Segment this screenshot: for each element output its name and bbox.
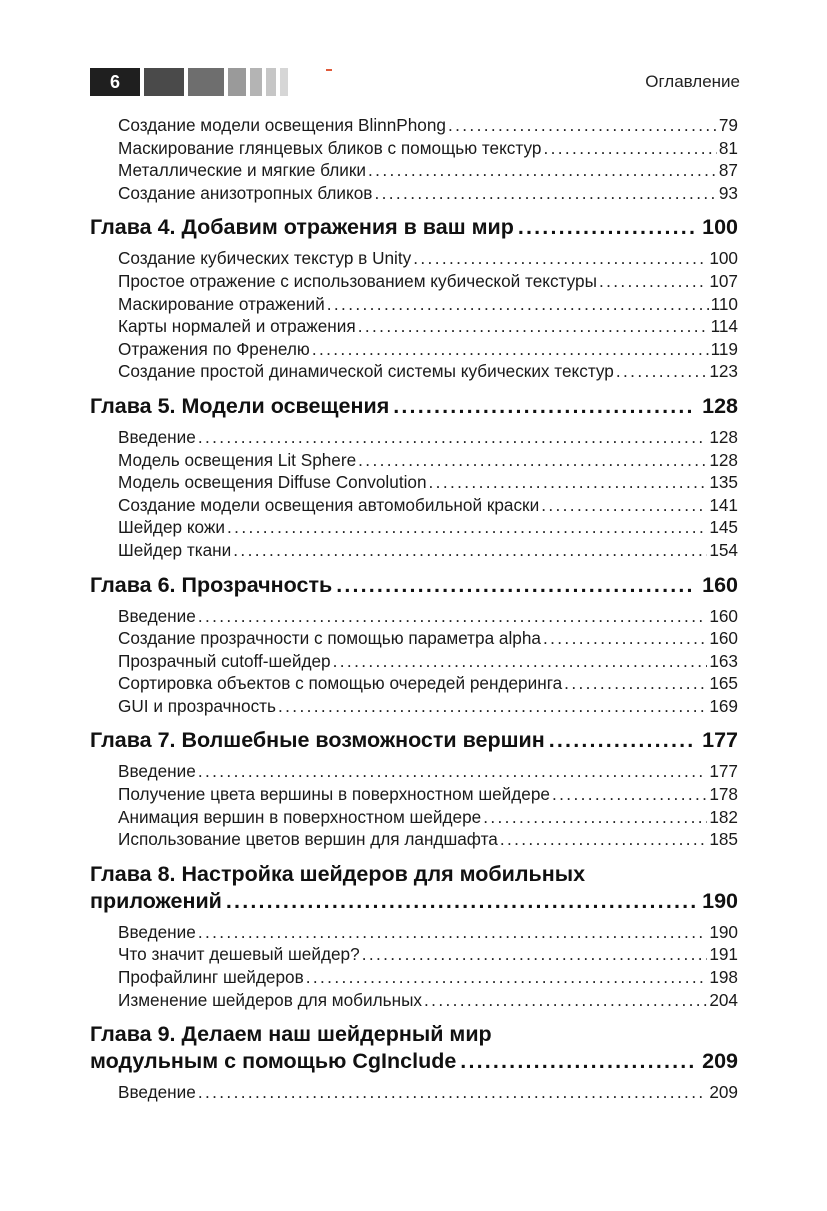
toc-entry-page: 145: [709, 517, 738, 538]
toc-entry-page: 110: [710, 293, 738, 314]
chapter-title-line: [90, 572, 738, 599]
toc-entry-page: 114: [710, 316, 738, 337]
toc-entry-title: Создание модели освещения автомобильной краски: [118, 494, 540, 515]
toc-entry-page: 178: [709, 784, 738, 805]
chapter-title: Глава 4. Добавим отражения в ваш мир: [90, 215, 514, 240]
chapter-page: 177: [702, 728, 738, 753]
toc-entry[interactable]: [90, 449, 738, 472]
chapter-heading[interactable]: [90, 572, 738, 599]
toc-entry-title: Шейдер ткани: [118, 539, 232, 560]
toc-entry-page: 81: [718, 137, 738, 158]
toc-entry-page: 87: [718, 160, 738, 181]
toc-entry-title: Создание простой динамической системы кубических текстур: [118, 361, 614, 382]
toc-entry[interactable]: [90, 943, 738, 966]
chapter-title: модульным с помощью CgInclude: [90, 1049, 457, 1074]
header-bar-block-2: [188, 68, 224, 96]
toc-entry-title: Использование цветов вершин для ландшафта: [118, 829, 498, 850]
toc-entry-title: Сортировка объектов с помощью очередей рендеринга: [118, 673, 563, 694]
toc-entry-page: 169: [709, 695, 738, 716]
toc-entry[interactable]: [90, 672, 738, 695]
dot-leader: [393, 393, 696, 420]
toc-entry-page: 198: [709, 967, 738, 988]
chapter-entries: [90, 760, 738, 850]
chapter-heading[interactable]: [90, 393, 738, 420]
toc-entry[interactable]: [90, 315, 738, 338]
chapter-page: 160: [702, 572, 738, 597]
chapter-entries: [90, 1081, 738, 1104]
toc-entry[interactable]: [90, 627, 738, 650]
toc-entry[interactable]: [90, 828, 738, 851]
toc-entry-title: Получение цвета вершины в поверхностном шейдере: [118, 784, 550, 805]
toc-entry-title: Модель освещения Diffuse Convolution: [118, 472, 427, 493]
toc-entry[interactable]: [90, 989, 738, 1012]
toc-entry[interactable]: [90, 539, 738, 562]
toc-entry[interactable]: [90, 137, 738, 160]
toc-entry-page: 128: [709, 426, 738, 447]
toc-entry-page: 135: [709, 472, 738, 493]
toc-entry[interactable]: [90, 760, 738, 783]
toc-entry[interactable]: [90, 159, 738, 182]
toc-entry-title: Металлические и мягкие блики: [118, 160, 367, 181]
toc-entry-title: Создание кубических текстур в Unity: [118, 248, 412, 269]
toc-entry-page: 209: [709, 1082, 738, 1103]
dot-leader: [500, 828, 708, 851]
chapter-title-line: [90, 393, 738, 420]
chapter-page: 209: [702, 1049, 738, 1074]
toc-entry-title: Отражения по Френелю: [118, 338, 310, 359]
toc-entry-page: 107: [709, 270, 738, 291]
chapter-title-line: Глава 8. Настройка шейдеров для мобильных: [90, 861, 586, 886]
toc-entry-page: 165: [709, 673, 738, 694]
chapter-title-line: [90, 727, 738, 754]
toc-entry-page: 190: [709, 921, 738, 942]
toc-entry-title: Шейдер кожи: [118, 517, 226, 538]
toc-entry-page: 93: [718, 182, 738, 203]
chapter-heading[interactable]: [90, 861, 738, 915]
chapter-heading[interactable]: [90, 214, 738, 241]
chapter-page: 100: [702, 215, 738, 240]
toc-entry[interactable]: [90, 270, 738, 293]
page-number: 6: [90, 68, 140, 96]
toc-entry-title: Создание прозрачности с помощью параметра alpha: [118, 628, 541, 649]
chapter-title: приложений: [90, 888, 222, 913]
toc-entry-title: Создание анизотропных бликов: [118, 182, 373, 203]
toc-entry-page: 123: [709, 361, 738, 382]
dot-leader: [233, 539, 707, 562]
dot-leader: [541, 494, 707, 517]
toc-entry[interactable]: [90, 494, 738, 517]
dot-leader: [429, 471, 708, 494]
header-accent-mark: [326, 69, 332, 71]
dot-leader: [336, 572, 696, 599]
dot-leader: [543, 137, 716, 160]
dot-leader: [616, 360, 707, 383]
chapter-entries: [90, 247, 738, 383]
header-bar-block-5: [266, 68, 276, 96]
toc-group-continued: [90, 114, 738, 204]
chapter-title-line: Глава 9. Делаем наш шейдерный мир: [90, 1022, 492, 1047]
toc-entry-title: Введение: [118, 921, 196, 942]
dot-leader: [227, 516, 707, 539]
toc-entry[interactable]: [90, 338, 738, 361]
toc-entry-title: Введение: [118, 761, 196, 782]
toc-entry[interactable]: [90, 650, 738, 673]
toc-entry-page: 154: [709, 539, 738, 560]
chapter-title-line: [90, 888, 738, 915]
toc-entry-title: Что значит дешевый шейдер?: [118, 944, 360, 965]
dot-leader: [327, 293, 709, 316]
chapter-heading[interactable]: [90, 1021, 738, 1075]
section-title: Оглавление: [645, 72, 740, 91]
dot-leader: [564, 672, 707, 695]
dot-leader: [226, 888, 696, 915]
toc-entry-title: Анимация вершин в поверхностном шейдере: [118, 806, 482, 827]
dot-leader: [198, 426, 707, 449]
dot-leader: [312, 338, 709, 361]
toc-entry-title: Введение: [118, 1082, 196, 1103]
toc-entry-page: 191: [709, 944, 738, 965]
dot-leader: [198, 1081, 707, 1104]
chapter-title-line: [90, 214, 738, 241]
chapter-heading[interactable]: [90, 727, 738, 754]
dot-leader: [552, 783, 707, 806]
header-bar-block-4: [250, 68, 262, 96]
toc-entry[interactable]: [90, 605, 738, 628]
dot-leader: [358, 449, 707, 472]
toc-entry-title: Введение: [118, 426, 196, 447]
toc-entry-page: 163: [709, 650, 738, 671]
chapter-page: 190: [702, 888, 738, 913]
toc-entry-title: Маскирование глянцевых бликов с помощью текстур: [118, 137, 542, 158]
chapter-entries: [90, 605, 738, 718]
toc-entry-title: Изменение шейдеров для мобильных: [118, 989, 423, 1010]
toc-entry-page: 177: [709, 761, 738, 782]
chapter-title: Глава 5. Модели освещения: [90, 393, 390, 418]
toc-entry[interactable]: [90, 516, 738, 539]
dot-leader: [413, 247, 707, 270]
toc-entry[interactable]: [90, 247, 738, 270]
toc-entry[interactable]: [90, 695, 738, 718]
toc-entry[interactable]: [90, 783, 738, 806]
toc-entry-title: Маскирование отражений: [118, 293, 325, 314]
dot-leader: [599, 270, 707, 293]
toc-entry-page: 185: [709, 829, 738, 850]
dot-leader: [333, 650, 708, 673]
dot-leader: [549, 727, 696, 754]
toc-entry-page: 100: [709, 248, 738, 269]
toc-entry-title: Карты нормалей и отражения: [118, 316, 356, 337]
toc-entry-title: Создание модели освещения BlinnPhong: [118, 115, 446, 135]
toc-entry-title: Профайлинг шейдеров: [118, 967, 304, 988]
chapter-title: Глава 7. Волшебные возможности вершин: [90, 728, 545, 753]
toc-entry-page: 141: [709, 494, 738, 515]
toc-entry-title: Введение: [118, 605, 196, 626]
chapter-entries: [90, 426, 738, 562]
toc-entry[interactable]: [90, 293, 738, 316]
dot-leader: [362, 943, 708, 966]
table-of-contents: [90, 114, 738, 1108]
toc-entry[interactable]: [90, 921, 738, 944]
toc-entry[interactable]: [90, 806, 738, 829]
chapter-entries: [90, 921, 738, 1011]
toc-entry-page: 160: [709, 605, 738, 626]
header-bar-block-1: [144, 68, 184, 96]
dot-leader: [278, 695, 707, 718]
dot-leader: [198, 921, 707, 944]
toc-entry-title: Модель освещения Lit Sphere: [118, 449, 357, 470]
chapter-title: Глава 6. Прозрачность: [90, 572, 333, 597]
toc-entry[interactable]: [90, 966, 738, 989]
toc-entry-page: 128: [709, 449, 738, 470]
dot-leader: [448, 114, 717, 137]
chapter-page: 128: [702, 393, 738, 418]
toc-entry-title: Прозрачный cutoff-шейдер: [118, 650, 331, 671]
dot-leader: [543, 627, 707, 650]
dot-leader: [518, 214, 696, 241]
toc-entry-page: 119: [710, 338, 738, 359]
chapter-title-line: [90, 1048, 738, 1075]
dot-leader: [306, 966, 708, 989]
toc-entry[interactable]: [90, 471, 738, 494]
toc-entry-page: 160: [709, 628, 738, 649]
toc-entry-page: 204: [709, 989, 738, 1010]
dot-leader: [483, 806, 707, 829]
running-header: [90, 68, 740, 96]
toc-entry[interactable]: [90, 114, 738, 137]
toc-entry[interactable]: [90, 1081, 738, 1104]
dot-leader: [424, 989, 707, 1012]
header-bar-block-6: [280, 68, 288, 96]
toc-entry-title: GUI и прозрачность: [118, 695, 276, 716]
toc-entry-title: Простое отражение с использованием кубической текстуры: [118, 270, 597, 291]
dot-leader: [358, 315, 709, 338]
dot-leader: [374, 182, 716, 205]
header-bar-block-3: [228, 68, 246, 96]
dot-leader: [198, 605, 707, 628]
toc-entry-page: 79: [718, 115, 738, 135]
dot-leader: [460, 1048, 696, 1075]
toc-entry[interactable]: [90, 360, 738, 383]
toc-entry-page: 182: [709, 806, 738, 827]
dot-leader: [198, 760, 707, 783]
toc-entry[interactable]: [90, 426, 738, 449]
toc-entry[interactable]: [90, 182, 738, 205]
dot-leader: [368, 159, 717, 182]
